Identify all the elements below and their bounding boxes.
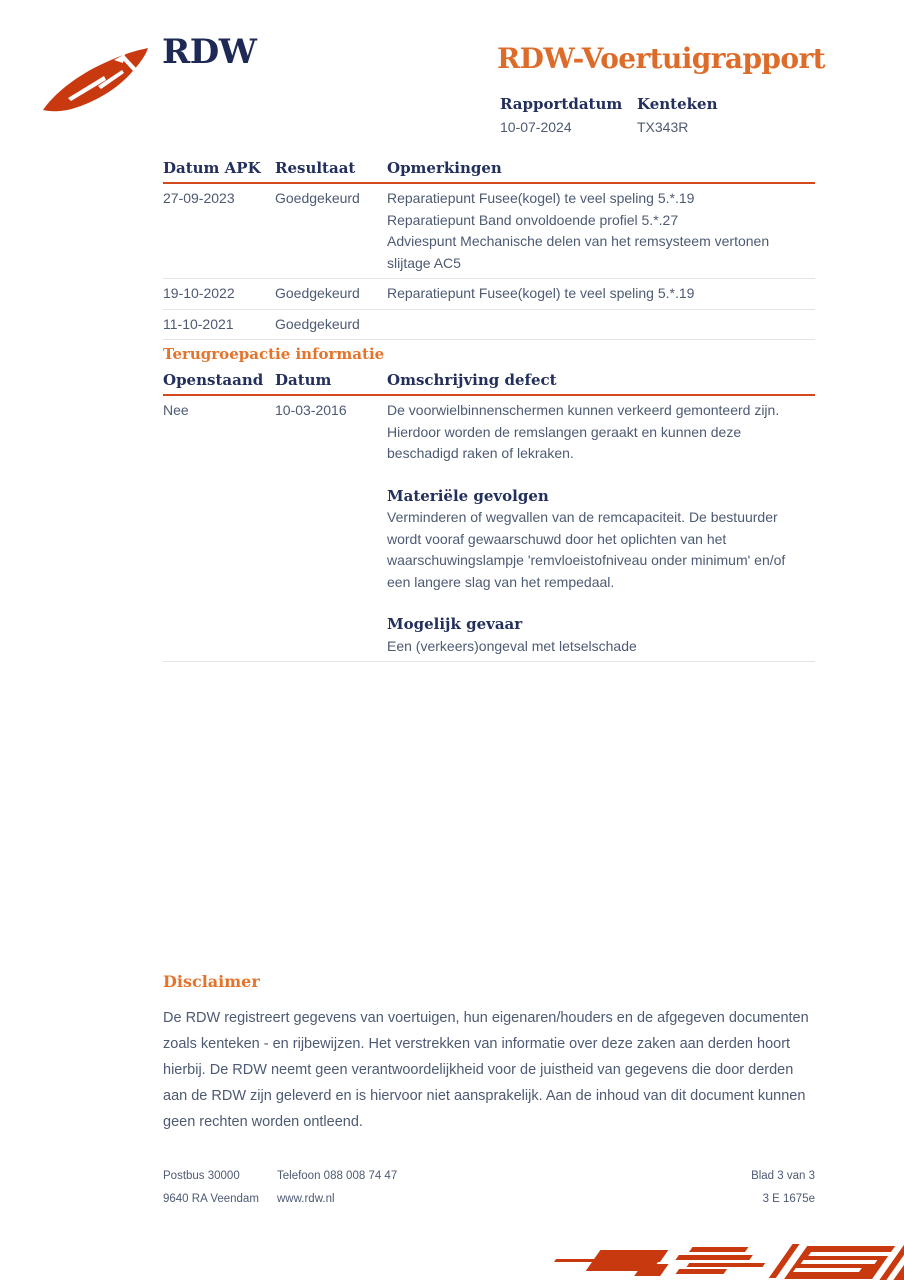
page-title: RDW-Voertuigrapport — [497, 42, 825, 75]
footer-phone: Telefoon 088 008 74 47 — [277, 1170, 398, 1182]
apk-row-resultaat: Goedgekeurd — [275, 315, 360, 332]
apk-table-header — [163, 159, 815, 184]
defect-description: De voorwielbinnenschermen kunnen verkeerd gemonteerd zijn. Hierdoor worden de remslangen geraakt en kunnen deze beschadigd raken of lekraken. — [387, 402, 780, 461]
footer-city: 9640 RA Veendam — [163, 1193, 259, 1205]
license-plate-value: TX343R — [637, 119, 689, 135]
report-date-block — [500, 95, 637, 135]
report-meta — [500, 95, 774, 135]
recall-header-openstaand: Openstaand — [163, 371, 264, 389]
apk-row-opmerkingen — [387, 188, 815, 274]
apk-remark: Adviespunt Mechanische delen van het remsysteem vertonen slijtage AC5 — [387, 233, 770, 271]
apk-row-resultaat: Goedgekeurd — [275, 190, 360, 206]
footer-postbus: Postbus 30000 — [163, 1170, 240, 1182]
recall-header-omschrijving: Omschrijving defect — [387, 371, 557, 389]
recall-header-datum: Datum — [275, 371, 332, 389]
apk-history-table — [163, 159, 815, 340]
footer-website: www.rdw.nl — [277, 1193, 335, 1205]
apk-header-resultaat: Resultaat — [275, 159, 356, 177]
report-date-value: 10-07-2024 — [500, 119, 572, 135]
recall-table-header — [163, 371, 815, 396]
apk-remark: Reparatiepunt Fusee(kogel) te veel speling 5.*.19 — [387, 190, 695, 206]
apk-remark: Reparatiepunt Band onvoldoende profiel 5.*.27 — [387, 211, 679, 228]
license-plate-block — [637, 95, 774, 135]
disclaimer-text: De RDW registreert gegevens van voertuigen, hun eigenaren/houders en de afgegeven documenten zoals kenteken - en rijbewijzen. Het verstrekken van informatie over deze zaken aan derden hoort hierbij. De RDW neemt geen verantwoordelijkheid voor de juistheid van gegevens die door derden aan de RDW zijn geleverd en is hiervoor niet aansprakelijk. Aan de inhoud van dit document kunnen geen rechten worden ontleend. — [163, 1010, 809, 1130]
rdw-wordmark: RDW — [162, 32, 257, 72]
report-date-label: Rapportdatum — [500, 95, 623, 113]
footer-doc-code: 3 E 1675e — [762, 1193, 815, 1205]
footer-page-indicator: Blad 3 van 3 — [751, 1170, 815, 1182]
recall-info-section — [163, 345, 815, 662]
disclaimer-section — [163, 972, 815, 1135]
rdw-stripes-graphic-icon — [532, 1242, 904, 1280]
possible-danger-text: Een (verkeers)ongeval met letselschade — [387, 637, 637, 654]
apk-header-datum: Datum APK — [163, 159, 261, 177]
apk-row-opmerkingen — [387, 283, 815, 305]
disclaimer-heading: Disclaimer — [163, 972, 260, 991]
apk-row-datum: 27-09-2023 — [163, 190, 235, 206]
apk-header-opmerkingen: Opmerkingen — [387, 159, 502, 177]
rdw-feather-logo-icon — [38, 46, 156, 125]
recall-row-datum: 10-03-2016 — [275, 402, 347, 418]
apk-row-datum: 11-10-2021 — [163, 315, 234, 332]
material-consequences-heading: Materiële gevolgen — [387, 486, 549, 505]
apk-row-datum: 19-10-2022 — [163, 285, 235, 301]
license-plate-label: Kenteken — [637, 95, 718, 113]
apk-row-resultaat: Goedgekeurd — [275, 285, 360, 301]
possible-danger-heading: Mogelijk gevaar — [387, 615, 523, 633]
apk-row-opmerkingen — [387, 314, 815, 336]
recall-section-heading: Terugroepactie informatie — [163, 345, 385, 363]
table-row — [163, 310, 815, 341]
material-consequences-text: Verminderen of wegvallen van de remcapaciteit. De bestuurder wordt vooraf gewaarschuwd door het oplichten van het waarschuwingslampje 'remvloeistofniveau onder minimum' en/of een langere slag van het rempedaal. — [387, 509, 786, 590]
page-footer — [163, 1170, 815, 1205]
table-row — [163, 184, 815, 279]
recall-row-description — [387, 400, 815, 657]
recall-row-openstaand: Nee — [163, 402, 189, 418]
table-row — [163, 279, 815, 310]
apk-remark: Reparatiepunt Fusee(kogel) te veel speling 5.*.19 — [387, 285, 695, 301]
table-row — [163, 396, 815, 662]
